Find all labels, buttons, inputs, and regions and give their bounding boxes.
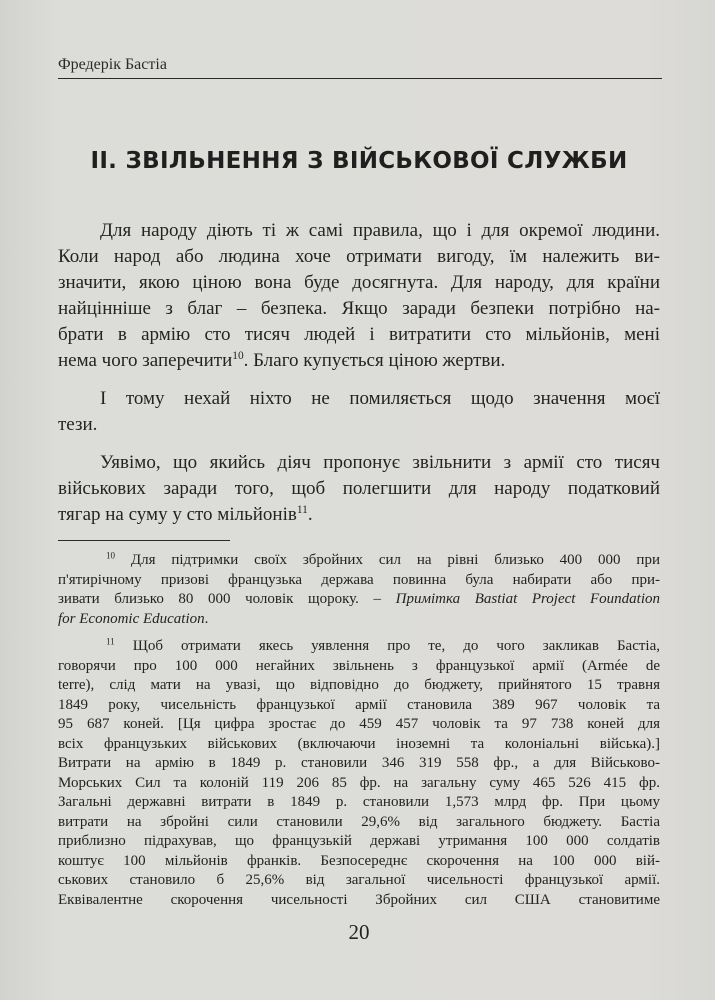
paragraph-1 (58, 218, 660, 374)
page-content (58, 146, 660, 944)
text-fragment: Для підтримки своїх збройних сил на рівні близько 400 000 при (130, 552, 660, 568)
paragraph-3 (58, 450, 660, 528)
text-line (58, 502, 660, 528)
footnote-10 (58, 551, 660, 629)
text-fragment: . Благо купується ціною жертви. (243, 350, 506, 371)
text-fragment: . (307, 504, 313, 525)
italic-text: Примітка Bastiat Project Foundation (395, 591, 661, 607)
italic-text: for Economic Education (58, 610, 205, 627)
footnote-rule (58, 540, 230, 541)
text-fragment: . (204, 610, 209, 627)
text-line: Морських Сил та колоній 119 206 85 фр. на загальну суму 465 526 415 фр. (58, 774, 660, 791)
footnote-number: 11 (106, 636, 115, 647)
text-line: брати в армію сто тисяч людей і витратити сто мільйонів, мені (58, 324, 660, 345)
text-fragment: нема чого заперечити (58, 350, 233, 371)
text-line: 95 687 коней. [Ця цифра зростає до 459 457 чоловік та 97 738 коней для (58, 716, 660, 732)
text-line: Витрати на армію в 1849 р. становили 346 319 558 фр., а для Військово- (58, 755, 660, 771)
text-line (58, 610, 660, 630)
text-fragment: зивати близько 80 000 чоловік щороку. – (58, 591, 382, 607)
text-line: значити, якою ціною вона буде досягнута. Для народу, для країни (58, 272, 660, 293)
text-line: найцінніше з благ – безпека. Якщо заради безпеки потрібно на- (58, 298, 660, 319)
text-line: тези. (58, 414, 98, 435)
text-line (58, 551, 660, 571)
header-rule (58, 78, 662, 79)
text-line: Коли народ або людина хоче отримати вигоду, їм належить ви- (58, 246, 660, 267)
text-line: всіх французьких військових (включаючи іноземні та колоніальні війська).] (58, 735, 660, 752)
footnote-11 (58, 637, 660, 910)
text-line: приблизно підрахував, що французькій державі утримання 100 000 солдатів (58, 833, 660, 849)
text-line: витрати на збройні сили становили 29,6% від загального бюджету. Бастіа (58, 813, 660, 830)
text-line: п'ятирічному призові французька держава повинна була набирати або при- (58, 571, 660, 588)
text-line (58, 637, 660, 657)
text-line: І тому нехай ніхто не помиляється щодо значення моєї (100, 388, 660, 409)
text-fragment: тягар на суму у сто мільйонів (58, 504, 297, 525)
text-line (58, 348, 660, 374)
text-line: terre), слід мати на увазі, що відповідно до бюджету, прийнятого 15 травня (58, 677, 660, 693)
text-line: Загальні державні витрати в 1849 р. становили 1,573 млрд фр. При цьому (58, 794, 660, 810)
text-line: говорячи про 100 000 негайних звільнень з французької армії (Armée de (58, 657, 660, 674)
text-line: військових заради того, щоб полегшити для народу податковий (58, 478, 660, 499)
text-line: 1849 року, чисельність французької армії становила 389 967 чоловік та (58, 696, 660, 713)
footnote-ref-10[interactable]: 10 (232, 350, 244, 363)
page-number: 20 (348, 920, 370, 944)
footnote-number: 10 (106, 550, 115, 561)
text-line: Уявімо, що якийсь діяч пропонує звільнити з армії сто тисяч (100, 452, 660, 473)
text-line (58, 590, 660, 610)
footnote-ref-11[interactable]: 11 (296, 504, 308, 517)
text-line: Для народу діють ті ж самі правила, що і для окремої людини. (100, 220, 660, 241)
paragraph-2 (58, 386, 660, 438)
text-line: коштує 100 мільйонів франків. Безпосереднє скорочення на 100 000 вій- (58, 852, 660, 869)
running-header: Фредерік Бастіа (58, 56, 167, 73)
chapter-title: II. ЗВІЛЬНЕННЯ З ВІЙСЬКОВОЇ СЛУЖБИ (90, 148, 628, 174)
text-fragment: Щоб отримати якесь уявлення про те, до чого закликав Бастіа, (132, 638, 660, 654)
text-line: ськових становило б 25,6% від загальної чисельності французької армії. (58, 872, 660, 888)
text-line: Еквівалентне скорочення чисельності Збройних сил США становитиме (58, 891, 660, 908)
